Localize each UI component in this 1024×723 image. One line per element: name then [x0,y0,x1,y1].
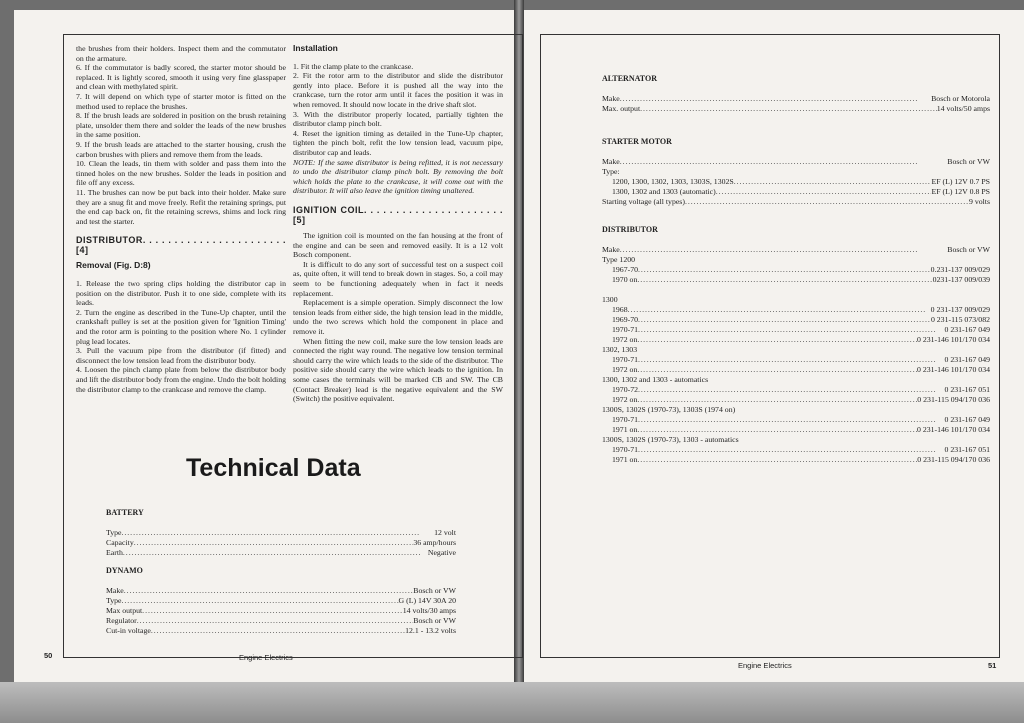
paragraph: 3. With the distributor properly located, partially tighten the distributor clamp pinch bolt. [293,109,503,129]
spec-row [602,295,990,305]
starter-motor-rows [602,157,990,207]
scan-bottom-edge [0,682,1024,723]
spec-row [602,285,990,295]
paragraph: 11. The brushes can now be put back into their holder. Make sure they are a snug fit and move freely. Refit the retaining springs, put the end cap back on, fit the retaining screws, shims and lock ring and test the starter. [76,187,286,226]
spec-row [602,275,990,285]
spec-label: 1300 [602,295,618,304]
spec-value: 36 amp/hours [413,538,456,547]
spec-value: 0 231-137 009/029 [930,305,990,314]
leader-dots [620,94,931,104]
spec-label: 1967-70 [612,265,638,274]
spec-label: 1971 on [612,425,638,434]
starter-brush-steps [76,44,286,226]
leader-dots [685,197,969,207]
spec-value: Bosch or Motorola [931,94,990,103]
leader-dots [638,315,931,325]
starter-motor-heading: STARTER MOTOR [602,137,672,146]
paragraph: 4. Loosen the pinch clamp plate from below the distributor body and lift the distributor body from the engine. Undo the bolt holding the distributor clamp to the crankcase and remove the clamp. [76,365,286,394]
alternator-heading: ALTERNATOR [602,74,657,83]
spec-value: EF (L) 12V 0.7 PS [931,177,990,186]
spec-row [106,548,456,558]
battery-spec [106,508,456,558]
spec-value: 9 volts [968,197,990,206]
paragraph: It is difficult to do any sort of successful test on a suspect coil as, quite often, it will tend to break down in stages. So, a coil may seem to be functioning adequately when in fact it needs replacement. [293,259,503,298]
spec-label: 1970 on [612,275,638,284]
leader-dots [637,455,917,465]
leader-dots [121,596,398,606]
spec-value: 0.231-137 009/029 [930,265,990,274]
spec-label: 1300, 1302 and 1303 (automatic) [612,187,716,196]
spec-label: 1200, 1300, 1302, 1303, 1303S, 1302S [612,177,734,186]
spec-label: 1300S, 1302S (1970-73), 1303 - automatics [602,435,739,444]
spec-row [602,167,990,177]
distributor-rows [602,245,990,465]
spec-label: Type 1200 [602,255,636,264]
spec-label: 1300, 1302 and 1303 - automatics [602,375,709,384]
ignition-coil-heading: IGNITION COIL. . . . . . . . . . . . . . . . . . . . . . [5] [293,204,503,225]
paragraph: 1. Release the two spring clips holding the distributor cap in position on the distributor. Push it to one side, complete with its leads. [76,279,286,308]
leader-dots [638,325,945,335]
spec-label: 1300S, 1302S (1970-73), 1303S (1974 on) [602,405,736,414]
spec-row [602,187,990,197]
installation-steps [293,62,503,158]
spec-value: Bosch or VW [947,157,990,166]
spec-row [602,104,990,114]
starter-motor-spec [602,137,990,207]
ignition-coil-text [293,231,503,404]
leader-dots [628,305,931,315]
spec-value: EF (L) 12V 0.8 PS [931,187,990,196]
spec-row [106,528,456,538]
left-column-2 [293,44,503,404]
alternator-rows [602,94,990,114]
spec-label: Cut-in voltage [106,626,151,635]
spec-row [602,395,990,405]
spec-label: 1302, 1303 [602,345,638,354]
spec-value: Bosch or VW [413,586,456,595]
leader-dots [734,177,932,187]
spec-row [106,606,456,616]
leader-dots [640,104,937,114]
spec-value: 0 231-167 049 [944,415,990,424]
spec-row [602,197,990,207]
spec-row [602,405,990,415]
distributor-spec [602,225,990,465]
leader-dots [137,616,414,626]
spec-label: 1969-70 [612,315,638,324]
spec-label: 1970-71 [612,325,638,334]
leader-dots [121,528,434,538]
spec-label [602,285,604,295]
spec-label: Max. output [602,104,641,113]
spec-row [602,445,990,455]
spec-label: Make [602,94,620,103]
spec-label: Starting voltage (all types) [602,197,685,206]
spec-label: Earth [106,548,123,557]
spec-value: 0 231-146 101/170 034 [917,335,990,344]
spec-row [106,626,456,636]
battery-heading: BATTERY [106,508,144,517]
spec-label: 1970-71 [612,355,638,364]
spec-value: 0 231-167 049 [944,355,990,364]
leader-dots [638,385,945,395]
spec-value: 12.1 - 13.2 volts [405,626,456,635]
spec-value: 0 231-115 073/082 [930,315,990,324]
spec-value: 0 231-167 051 [944,445,990,454]
distributor-heading: DISTRIBUTOR. . . . . . . . . . . . . . . . . . . . . . . [4] [76,235,286,255]
spec-value: 0 231-115 094/170 036 [917,395,990,404]
paragraph: When fitting the new coil, make sure the low tension leads are connected the right way round. The negative low tension terminal should carry the wire which leads to the side of the distributor. The positive side should carry the wire which leads to the ignition. In some cases the terminals will be marked CB and SW. The CB (Contact Breaker) lead is the negative equivalent and the SW (Switch) the positive equivalent. [293,336,503,404]
spec-value: 0 231-146 101/170 034 [917,425,990,434]
paragraph: 2. Fit the rotor arm to the distributor and slide the distributor gently into place. Before it is pushed all the way into the crankcase, turn the rotor arm until it faces the position it was in when removed. It should now locate in the drive shaft slot. [293,71,503,109]
leader-dots [123,548,428,558]
spec-value: Bosch or VW [947,245,990,254]
leader-dots [638,415,945,425]
paragraph: 3. Pull the vacuum pipe from the distributor (if fitted) and disconnect the low tension lead from the distributor body. [76,346,286,365]
spec-label: 1971 on [612,455,638,464]
spec-row [106,586,456,596]
paragraph: Replacement is a simple operation. Simply disconnect the low tension leads from either side, the high tension lead in the middle, undo the two screws which hold the component in place and remove it. [293,298,503,337]
removal-steps [76,279,286,394]
technical-data-title: Technical Data [186,454,361,482]
spec-label: 1970-71 [612,445,638,454]
spec-row [602,415,990,425]
spec-value: 0 231-115 094/170 036 [917,455,990,464]
dynamo-spec [106,566,456,636]
dynamo-heading: DYNAMO [106,566,143,575]
spec-row [106,538,456,548]
leader-dots [638,265,931,275]
paragraph: 2. Turn the engine as described in the Tune-Up chapter, until the crankshaft pulley is set at the position given for 'Ignition Timing' and the rotor arm is pointing to the position where No. 1 cylinder plug lead locates. [76,307,286,346]
footer-right: Engine Electrics [738,661,792,670]
footer-left: Engine Electrics [239,653,293,662]
paragraph: 1. Fit the clamp plate to the crankcase. [293,61,414,71]
leader-dots [637,335,917,345]
spec-row [602,355,990,365]
spec-value: 12 volt [434,528,456,537]
spec-value: G (L) 14V 30A 20 [398,596,456,605]
spec-value: Bosch or VW [413,616,456,625]
spec-row [106,596,456,606]
left-column-1 [76,44,286,394]
spec-label: Make [106,586,124,595]
removal-heading: Removal (Fig. D:8) [76,260,151,271]
paragraph: 6. If the commutator is badly scored, the starter motor should be replaced. It is lightly scored, smooth it using very fine glasspaper and clean with methylated spirit. [76,63,286,92]
spec-row [602,455,990,465]
spec-row [602,157,990,167]
leader-dots [637,275,932,285]
spec-value: 14 volts/50 amps [936,104,990,113]
spec-value: 0 231-146 101/170 034 [917,365,990,374]
left-page [14,10,514,682]
spec-value: 14 volts/30 amps [402,606,456,615]
paragraph: The ignition coil is mounted on the fan housing at the front of the engine and can be seen and removed easily. It is a 12 volt Bosch component. [293,231,503,260]
spec-label: Type [106,528,122,537]
spec-label: Type: [602,167,620,176]
distributor-spec-heading: DISTRIBUTOR [602,225,658,234]
spec-label: 1970-72 [612,385,638,394]
leader-dots [151,626,405,636]
leader-dots [638,355,945,365]
spec-row [602,305,990,315]
spec-row [602,365,990,375]
leader-dots [620,245,948,255]
leader-dots [124,586,414,596]
leader-dots [142,606,403,616]
paragraph: 8. If the brush leads are soldered in position on the brush retaining plate, unsolder them there and solder the leads of the new brushes in the same position. [76,111,286,140]
spec-row [602,385,990,395]
spec-row [602,94,990,104]
spec-label: 1972 on [612,365,638,374]
leader-dots [638,445,945,455]
spec-label: 1972 on [612,335,638,344]
spec-row [602,345,990,355]
spec-row [602,265,990,275]
spec-row [106,616,456,626]
spec-label: 1968 [612,305,628,314]
spec-row [602,425,990,435]
spec-row [602,435,990,445]
spec-label: Make [602,245,620,254]
leader-dots [637,365,917,375]
paragraph: the brushes from their holders. Inspect them and the commutator on the armature. [76,44,286,63]
leader-dots [637,425,917,435]
spec-row [602,245,990,255]
alternator-spec [602,74,990,114]
spec-label: Make [602,157,620,166]
spec-row [602,375,990,385]
spec-row [602,315,990,325]
installation-note: NOTE: If the same distributor is being refitted, it is not necessary to undo the distributor clamp pinch bolt. By removing the bolt which holds the plate to the crankcase, it will come out with the distributor. It will also leave the ignition timing unaltered. [293,157,503,196]
leader-dots [637,395,917,405]
spec-label: 1970-71 [612,415,638,424]
page-number-right: 51 [988,661,997,670]
spec-row [602,325,990,335]
spec-label: Max output [106,606,143,615]
spec-value: 0 231-167 051 [944,385,990,394]
spec-row [602,255,990,265]
page-number-left: 50 [44,651,53,660]
right-page [524,10,1024,682]
spec-value: 0 231-167 049 [944,325,990,334]
leader-dots [716,187,932,197]
leader-dots [134,538,414,548]
paragraph: 9. If the brush leads are attached to the starter housing, crush the carbon brushes with pliers and remove them from the leads. [76,139,286,159]
paragraph: 4. Reset the ignition timing as detailed in the Tune-Up chapter, tighten the pinch bolt, refit the low tension lead, vacuum pipe, distributor cap and leads. [293,128,503,157]
leader-dots [620,157,948,167]
spec-label: 1972 on [612,395,638,404]
paragraph: 10. Clean the leads, tin them with solder and pass them into the tinned holes on the new brushes. Solder the leads in position and file off any excess. [76,159,286,188]
spec-row [602,335,990,345]
spec-label: Type [106,596,122,605]
spec-label: Regulator [106,616,137,625]
spec-value: Negative [427,548,456,557]
dynamo-rows [106,586,456,636]
battery-rows [106,528,456,558]
paragraph: 7. It will depend on which type of starter motor is fitted on the method used to replace the brushes. [76,91,286,111]
spec-value: 0231-137 009/039 [932,275,990,284]
spec-label: Capacity [106,538,134,547]
installation-heading: Installation [293,43,338,53]
spec-row [602,177,990,187]
